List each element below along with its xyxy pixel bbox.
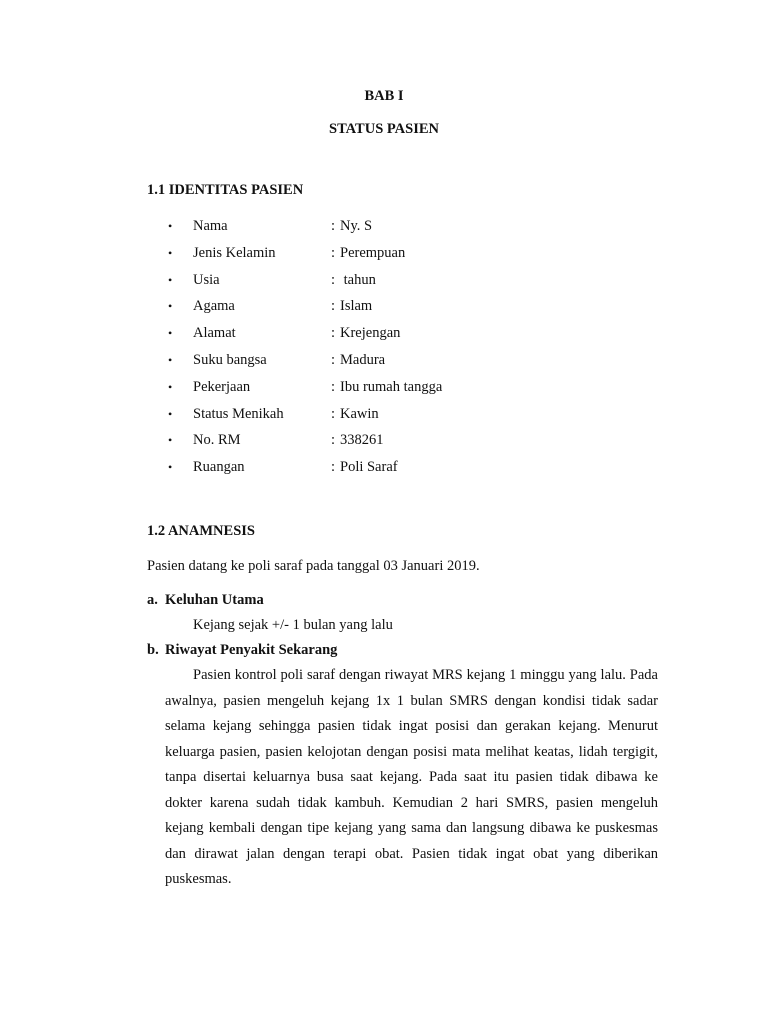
identity-row-jenis-kelamin: [0, 243, 768, 263]
identity-separator: :: [331, 298, 336, 315]
identity-separator: :: [331, 271, 336, 288]
list-marker: a.: [147, 592, 158, 608]
bullet-icon: •: [168, 379, 173, 394]
identity-label: Suku bangsa: [193, 352, 267, 368]
bullet-icon: •: [168, 353, 173, 367]
identity-row-ruangan: [0, 457, 768, 477]
identity-separator: :: [331, 378, 336, 395]
identity-separator: :: [331, 218, 336, 234]
chapter-title: STATUS PASIEN: [329, 121, 439, 137]
section-identity-title: 1.1 IDENTITAS PASIEN: [147, 182, 304, 198]
bullet-icon: •: [168, 326, 173, 341]
identity-row-alamat: [0, 323, 768, 343]
identity-separator: :: [331, 352, 336, 368]
identity-value: Perempuan: [340, 244, 406, 261]
identity-label: Ruangan: [193, 459, 245, 476]
identity-label: Pekerjaan: [193, 378, 251, 395]
keluhan-utama-heading: [147, 592, 264, 609]
section-anamnesis-title: 1.2 ANAMNESIS: [147, 523, 255, 539]
identity-row-no-rm: [0, 430, 768, 450]
chapter-number: BAB I: [364, 88, 404, 104]
bullet-icon: •: [168, 219, 173, 233]
identity-row-pekerjaan: [0, 377, 768, 397]
identity-value: Madura: [340, 352, 386, 368]
identity-label: Alamat: [193, 325, 236, 342]
bullet-icon: •: [168, 272, 173, 287]
bullet-icon: •: [168, 433, 173, 448]
identity-value: Islam: [340, 298, 373, 315]
identity-row-nama: [0, 216, 768, 236]
list-marker: b.: [147, 642, 159, 658]
identity-label: Agama: [193, 298, 235, 315]
identity-separator: :: [331, 325, 336, 342]
identity-label: Usia: [193, 271, 220, 288]
identity-label: No. RM: [193, 432, 241, 449]
identity-label: Status Menikah: [193, 405, 284, 422]
identity-value: Ibu rumah tangga: [340, 378, 443, 395]
riwayat-penyakit-heading: [147, 642, 337, 659]
bullet-icon: •: [168, 299, 173, 314]
identity-row-suku-bangsa: [0, 350, 768, 370]
riwayat-penyakit-label: Riwayat Penyakit Sekarang: [165, 642, 338, 658]
identity-separator: :: [331, 459, 336, 476]
bullet-icon: •: [168, 460, 173, 475]
identity-value: tahun: [340, 271, 376, 288]
identity-value: Ny. S: [340, 218, 373, 234]
identity-separator: :: [331, 244, 336, 261]
riwayat-penyakit-text: Pasien kontrol poli saraf dengan riwayat MRS kejang 1 minggu yang lalu. Pada awalnya, pasien mengeluh kejang 1x 1 bulan SMRS dengan kondisi tidak sadar selama kejang sehingga pasien tidak ingat posisi dan gerakan kejang. Menurut keluarga pasien, pasien kelojotan dengan posisi mata melihat keatas, lidah tergigit, tanpa disertai keluarnya busa saat kejang. Pada saat itu pasien tidak dibawa ke dokter karena sudah tidak kambuh. Kemudian 2 hari SMRS, pasien mengeluh kejang kembali dengan tipe kejang yang sama dan langsung dibawa ke puskesmas dan dirawat jalan dengan terapi obat. Pasien tidak ingat obat yang diberikan puskesmas.: [165, 667, 658, 887]
keluhan-utama-label: Keluhan Utama: [165, 592, 264, 608]
identity-value: 338261: [340, 432, 384, 449]
identity-value: Krejengan: [340, 325, 401, 342]
identity-value: Poli Saraf: [340, 459, 398, 476]
identity-label: Nama: [193, 218, 228, 234]
identity-value: Kawin: [340, 405, 379, 422]
bullet-icon: •: [168, 245, 173, 260]
bullet-icon: •: [168, 406, 173, 421]
anamnesis-intro: Pasien datang ke poli saraf pada tanggal 03 Januari 2019.: [147, 558, 480, 574]
keluhan-utama-text: Kejang sejak +/- 1 bulan yang lalu: [193, 617, 393, 633]
identity-row-agama: [0, 296, 768, 316]
identity-separator: :: [331, 405, 336, 422]
identity-label: Jenis Kelamin: [193, 244, 276, 261]
identity-row-usia: [0, 270, 768, 290]
identity-separator: :: [331, 432, 336, 449]
identity-row-status-menikah: [0, 404, 768, 424]
